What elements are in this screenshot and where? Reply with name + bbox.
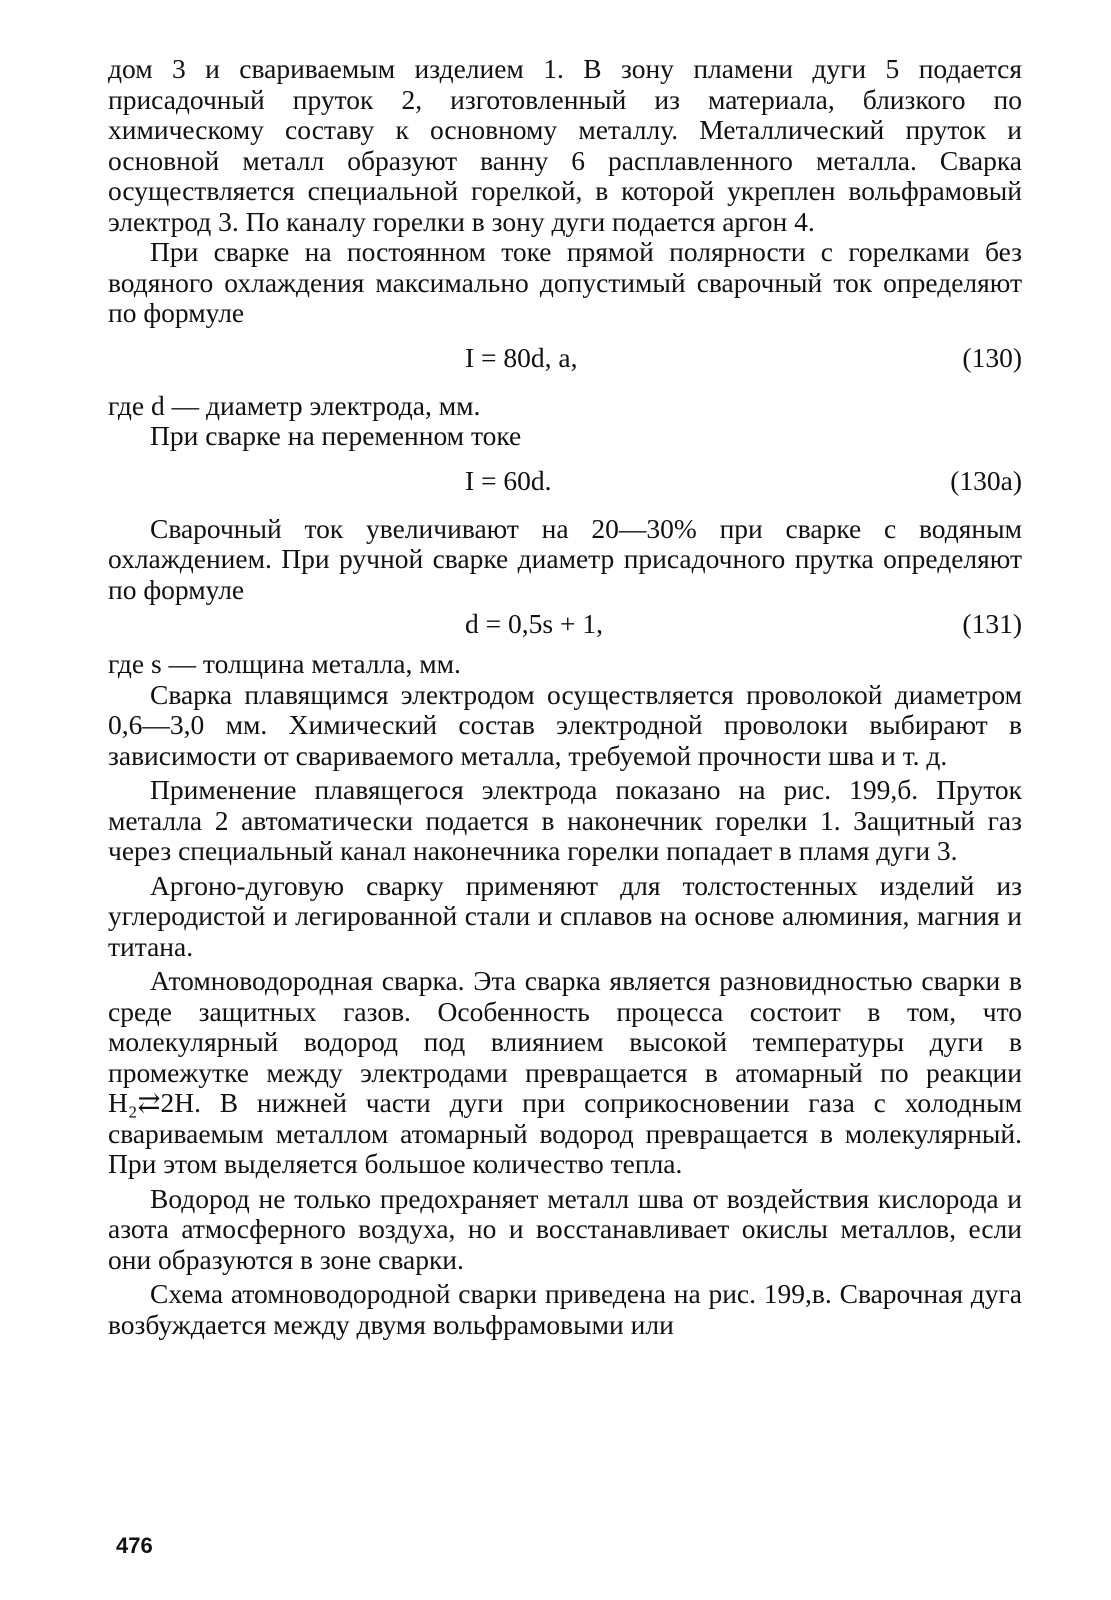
equation-130	[108, 329, 1022, 391]
paragraph-2: При сварке на постоянном токе прямой полярности с горелками без водяного охлаждения максимально допустимый сварочный ток определяют по формуле	[108, 236, 1022, 328]
equation-130-formula: I = 80d, a,	[465, 341, 578, 373]
paragraph-3: где d — диаметр электрода, мм.	[108, 389, 481, 421]
equation-131	[108, 605, 1022, 649]
equation-131-formula: d = 0,5s + 1,	[465, 608, 603, 639]
paragraph-8: Применение плавящегося электрода показано на рис. 199,б. Пруток металла 2 автоматически подается в наконечник горелки 1. Защитный газ через специальный канал наконечника горелки попадает в пламя дуги 3.	[108, 774, 1022, 866]
equation-130a	[108, 452, 1022, 514]
equation-130a-formula: I = 60d.	[465, 464, 552, 496]
paragraph-6: где s — толщина металла, мм.	[108, 648, 461, 679]
body-text	[108, 54, 1022, 1340]
paragraph-7: Сварка плавящимся электродом осуществляется проволокой диаметром 0,6—3,0 мм. Химический состав электродной проволоки выбирают в зависимости от свариваемого металла, требуемой прочности шва и т. д.	[108, 678, 1022, 771]
equation-131-number: (131)	[962, 608, 1022, 639]
page-number: 476	[116, 1533, 153, 1558]
paragraph-11: Водород не только предохраняет металл шва от воздействия кислорода и азота атмосферного воздуха, но и восстанавливает окислы металлов, если они образуются в зоне сварки.	[108, 1182, 1022, 1275]
paragraph-1: дом 3 и свариваемым изделием 1. В зону пламени дуги 5 подается присадочный пруток 2, изготовленный из материала, близкого по химическому составу к основному металлу. Металлический пруток и основной металл образуют ванну 6 расплавленного металла. Сварка осуществляется специальной горелкой, в которой укреплен вольфрамовый электрод 3. По каналу горелки в зону дуги подается аргон 4.	[108, 53, 1022, 237]
paragraph-12: Схема атомноводородной сварки приведена на рис. 199,в. Сварочная дуга возбуждается между двумя вольфрамовыми или	[108, 1278, 1022, 1340]
paragraph-5: Сварочный ток увеличивают на 20—30% при сварке с водяным охлаждением. При ручной сварке диаметр присадочного прутка определяют по формуле	[108, 512, 1022, 605]
paragraph-4: При сварке на переменном токе	[150, 420, 522, 451]
equation-130-number: (130)	[962, 341, 1022, 373]
paragraph-9: Аргоно-дуговую сварку применяют для толстостенных изделий из углеродистой и легированной стали и сплавов на основе алюминия, магния и титана.	[108, 869, 1022, 962]
equation-130a-number: (130a)	[950, 464, 1022, 496]
paragraph-10: Атомноводородная сварка. Эта сварка является разновидностью сварки в среде защитных газов. Особенность процесса состоит в том, что молекулярный водород под влиянием высокой температуры дуги в промежутке между электродами превращается в атомарный по реакции H₂⇄2H. В нижней части дуги при соприкосновении газа с холодным свариваемым металлом атомарный водород превращается в молекулярный. При этом выделяется большое количество тепла.	[108, 965, 1022, 1179]
